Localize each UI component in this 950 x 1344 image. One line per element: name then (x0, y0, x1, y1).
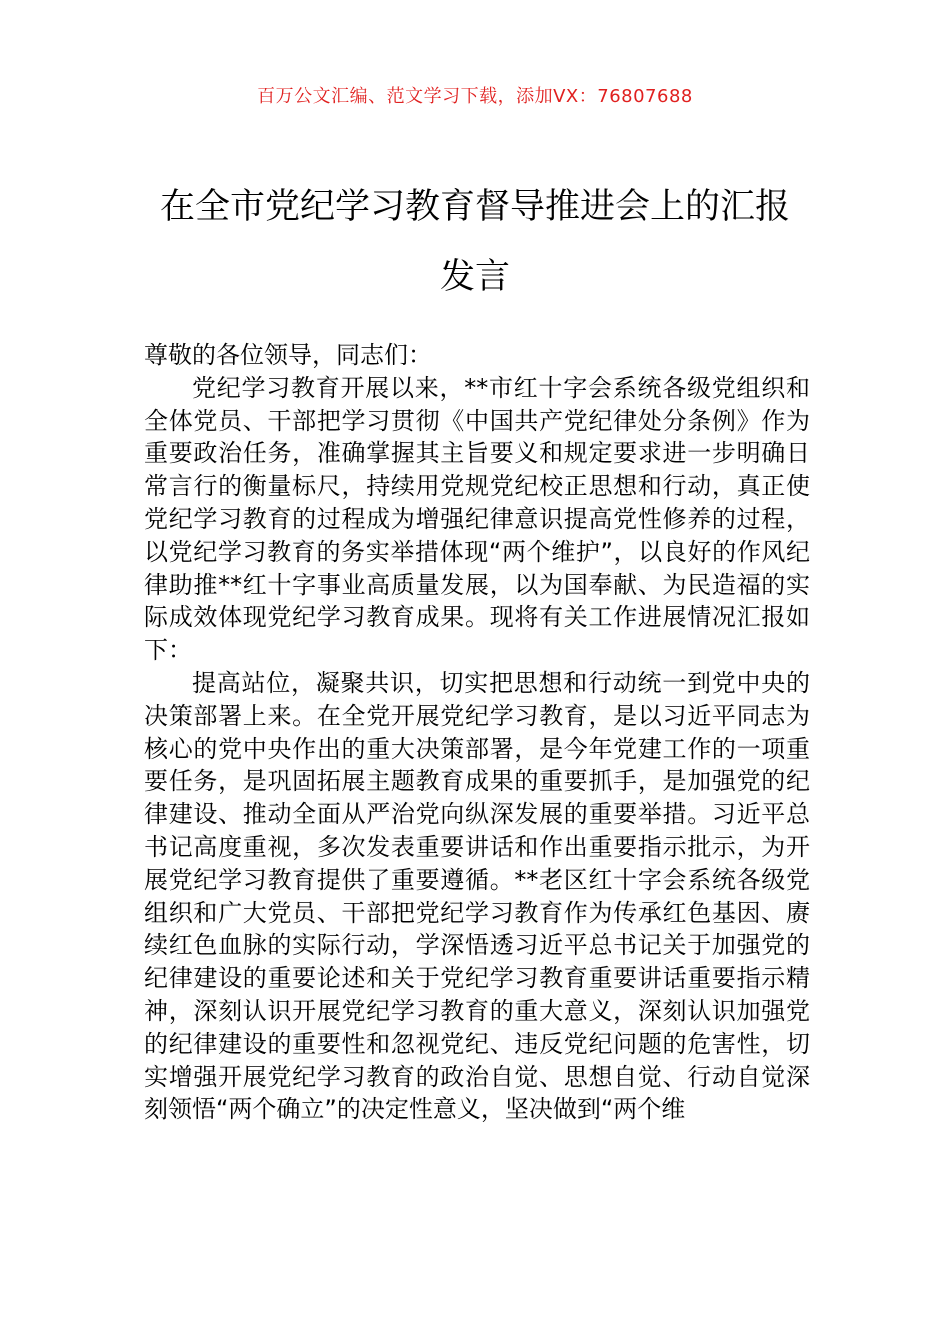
body-paragraph-2: 提高站位，凝聚共识，切实把思想和行动统一到党中央的决策部署上来。在全党开展党纪学习教育，是以习近平同志为核心的党中央作出的重大决策部署，是今年党建工作的一项重要任务，是巩固拓展主题教育成果的重要抓手，是加强党的纪律建设、推动全面从严治党向纵深发展的重要举措。习近平总书记高度重视，多次发表重要讲话和作出重要指示批示，为开展党纪学习教育提供了重要遵循。**老区红十字会系统各级党组织和广大党员、干部把党纪学习教育作为传承红色基因、赓续红色血脉的实际行动，学深悟透习近平总书记关于加强党的纪律建设的重要论述和关于党纪学习教育重要讲话重要指示精神，深刻认识开展党纪学习教育的重大意义，深刻认识加强党的纪律建设的重要性和忽视党纪、违反党纪问题的危害性，切实增强开展党纪学习教育的政治自觉、思想自觉、行动自觉深刻领悟“两个确立”的决定性意义，坚决做到“两个维 (144, 668, 810, 1124)
body-paragraph-1: 党纪学习教育开展以来，**市红十字会系统各级党组织和全体党员、干部把学习贯彻《中国共产党纪律处分条例》作为重要政治任务，准确掌握其主旨要义和规定要求进一步明确日常言行的衡量标尺，持续用党规党纪校正思想和行动，真正使党纪学习教育的过程成为增强纪律意识提高党性修养的过程，以党纪学习教育的务实举措体现“两个维护”，以良好的作风纪律助推**红十字事业高质量发展，以为国奉献、为民造福的实际成效体现党纪学习教育成果。现将有关工作进展情况汇报如下： (144, 373, 810, 665)
document-title: 在全市党纪学习教育督导推进会上的汇报发言 (159, 187, 790, 297)
document-body (144, 339, 810, 1126)
salutation: 尊敬的各位领导，同志们： (144, 341, 432, 369)
header-promo-note: 百万公文汇编、范文学习下载，添加VX：76807688 (257, 86, 693, 107)
